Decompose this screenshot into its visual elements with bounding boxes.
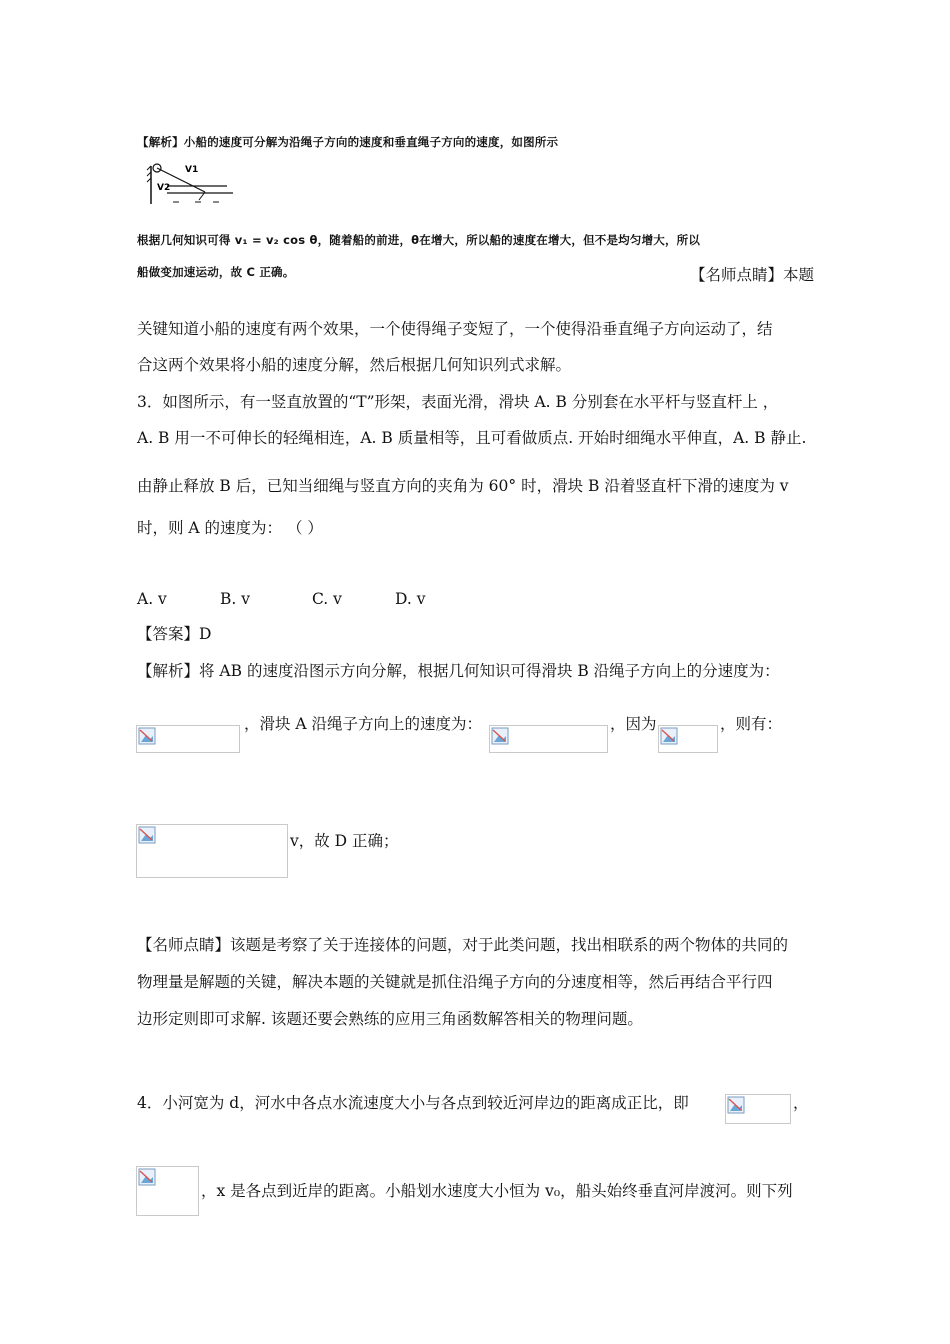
q4-line1-end: ，: [793, 1094, 809, 1112]
tip1-head: 【名师点睛】本题: [689, 266, 814, 284]
q4-line2: ，x 是各点到近岸的距离。小船划水速度大小恒为 v₀，船头始终垂直河岸渡河。则下列: [201, 1182, 793, 1200]
q3-answer: 【答案】D: [137, 625, 212, 643]
formula-image-placeholder: [658, 725, 718, 753]
q3-seg2: ，因为: [610, 715, 657, 733]
q3-seg4: v，故 D 正确；: [290, 832, 399, 850]
formula-image-placeholder: [489, 725, 608, 753]
v2-label: V2: [157, 183, 171, 193]
q3-line2: A. B 用一不可伸长的轻绳相连，A. B 质量相等，且可看做质点. 开始时细绳水平伸直，A. B 静止.: [137, 429, 807, 447]
q3-line1: 3．如图所示，有一竖直放置的“T”形架，表面光滑，滑块 A. B 分别套在水平杆与竖直杆上 ，: [137, 393, 779, 411]
broken-image-icon: [138, 1168, 156, 1186]
option-c: C. v: [312, 590, 342, 608]
formula-image-placeholder: [136, 1166, 199, 1216]
option-d: D. v: [395, 590, 426, 608]
tip1-line1: 关键知道小船的速度有两个效果，一个使得绳子变短了，一个使得沿垂直绳子方向运动了，结: [137, 320, 773, 338]
formula-image-placeholder: [136, 824, 288, 878]
broken-image-icon: [491, 727, 509, 745]
broken-image-icon: [138, 826, 156, 844]
tip1-line2: 合这两个效果将小船的速度分解，然后根据几何知识列式求解。: [137, 356, 572, 374]
conclusion-line: 船做变加速运动，故 C 正确。: [137, 265, 295, 279]
q3-analysis: 【解析】将 AB 的速度沿图示方向分解，根据几何知识可得滑块 B 沿绳子方向上的分速度为：: [137, 662, 780, 680]
v1-label: V1: [185, 165, 199, 175]
broken-image-icon: [660, 727, 678, 745]
broken-image-icon: [138, 727, 156, 745]
boat-rope-diagram: [143, 160, 243, 210]
tip2-line1: 【名师点睛】该题是考察了关于连接体的问题，对于此类问题，找出相联系的两个物体的共同的: [137, 936, 789, 954]
option-b: B. v: [220, 590, 251, 608]
formula-line: 根据几何知识可得 v₁ = v₂ cos θ，随着船的前进，θ在增大，所以船的速度在增大，但不是均匀增大，所以: [137, 233, 701, 247]
q3-seg3: ，则有：: [720, 715, 783, 733]
tip2-line2: 物理量是解题的关键，解决本题的关键就是抓住沿绳子方向的分速度相等，然后再结合平行四: [137, 973, 773, 991]
option-a: A. v: [137, 590, 167, 608]
formula-image-placeholder: [725, 1094, 791, 1124]
broken-image-icon: [727, 1096, 745, 1114]
formula-image-placeholder: [136, 725, 240, 753]
q4-line1: 4．小河宽为 d，河水中各点水流速度大小与各点到较近河岸边的距离成正比，即: [137, 1094, 689, 1112]
analysis-line: 【解析】小船的速度可分解为沿绳子方向的速度和垂直绳子方向的速度，如图所示: [137, 135, 559, 149]
q3-line3: 由静止释放 B 后，已知当细绳与竖直方向的夹角为 60° 时，滑块 B 沿着竖直杆下滑的速度为 v: [137, 477, 789, 495]
q3-line4: 时，则 A 的速度为： （ ）: [137, 519, 323, 537]
tip2-line3: 边形定则即可求解. 该题还要会熟练的应用三角函数解答相关的物理问题。: [137, 1010, 643, 1028]
q3-seg1: ，滑块 A 沿绳子方向上的速度为：: [244, 715, 483, 733]
